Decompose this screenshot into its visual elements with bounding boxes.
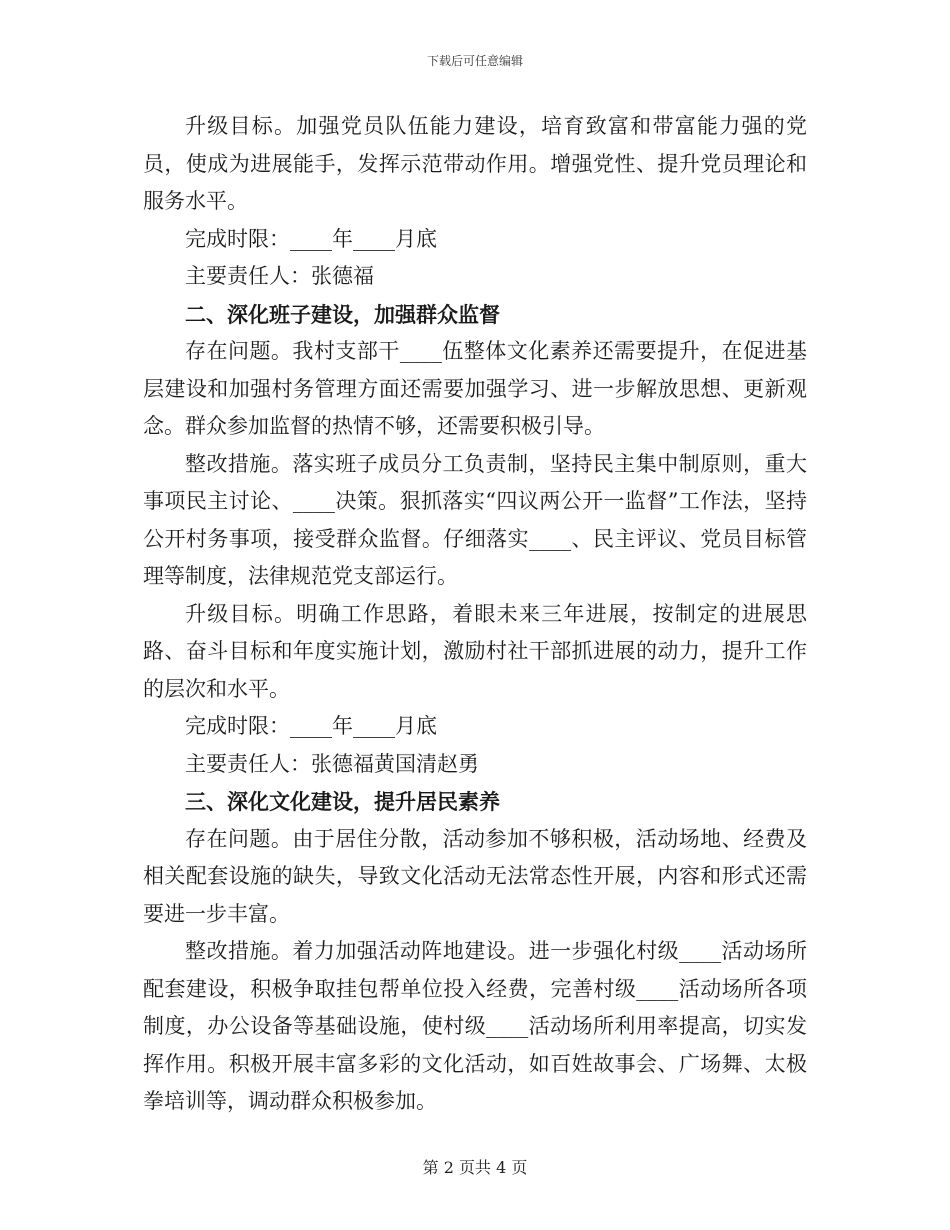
- section-heading-3: 三、深化文化建设，提升居民素养: [185, 789, 500, 814]
- paragraph-responsible-1: 主要责任人：张德福: [185, 264, 374, 288]
- paragraph-upgrade-goal-1: 升级目标。加强党员队伍能力建设，培育致富和带富能力强的党员，使成为进展能手，发挥示范带动作用。增强党性、提升党员理论和服务水平。: [143, 114, 807, 213]
- document-body: [143, 108, 807, 1121]
- paragraph-deadline-1: 完成时限：____年____月底: [185, 226, 437, 251]
- section-heading-2: 二、深化班子建设，加强群众监督: [185, 301, 500, 327]
- paragraph-upgrade-goal-2: 升级目标。明确工作思路，着眼未来三年进展，按制定的进展思路、奋斗目标和年度实施计划，激励村社干部抓进展的动力，提升工作的层次和水平。: [143, 601, 807, 701]
- paragraph-problems-3: 存在问题。由于居住分散，活动参加不够积极，活动场地、经费及相关配套设施的缺失，导致文化活动无法常态性开展，内容和形式还需要进一步丰富。: [143, 826, 807, 926]
- paragraph-measures-3: 整改措施。着力加强活动阵地建设。进一步强化村级____活动场所配套建设，积极争取挂包帮单位投入经费，完善村级____活动场所各项制度，办公设备等基础设施，使村级____活动场所利用率提高，切实发挥作用。积极开展丰富多彩的文化活动，如百姓故事会、广场舞、太极拳培训等，调动群众积极参加。: [143, 939, 807, 1113]
- paragraph-responsible-2: 主要责任人：张德福黄国清赵勇: [185, 751, 479, 776]
- page-header: 下载后可任意编辑: [426, 54, 523, 68]
- paragraph-measures-2: 整改措施。落实班子成员分工负责制，坚持民主集中制原则，重大事项民主讨论、____决策。狠抓落实“四议两公开一监督”工作法，坚持公开村务事项，接受群众监督。仔细落实____、民主评议、党员目标管理等制度，法律规范党支部运行。: [143, 451, 807, 588]
- paragraph-deadline-2: 完成时限：____年____月底: [185, 714, 437, 738]
- page-footer: 第 2 页共 4 页: [422, 1158, 528, 1177]
- paragraph-problems-2: 存在问题。我村支部干____伍整体文化素养还需要提升，在促进基层建设和加强村务管理方面还需要加强学习、进一步解放思想、更新观念。群众参加监督的热情不够，还需要积极引导。: [143, 339, 807, 438]
